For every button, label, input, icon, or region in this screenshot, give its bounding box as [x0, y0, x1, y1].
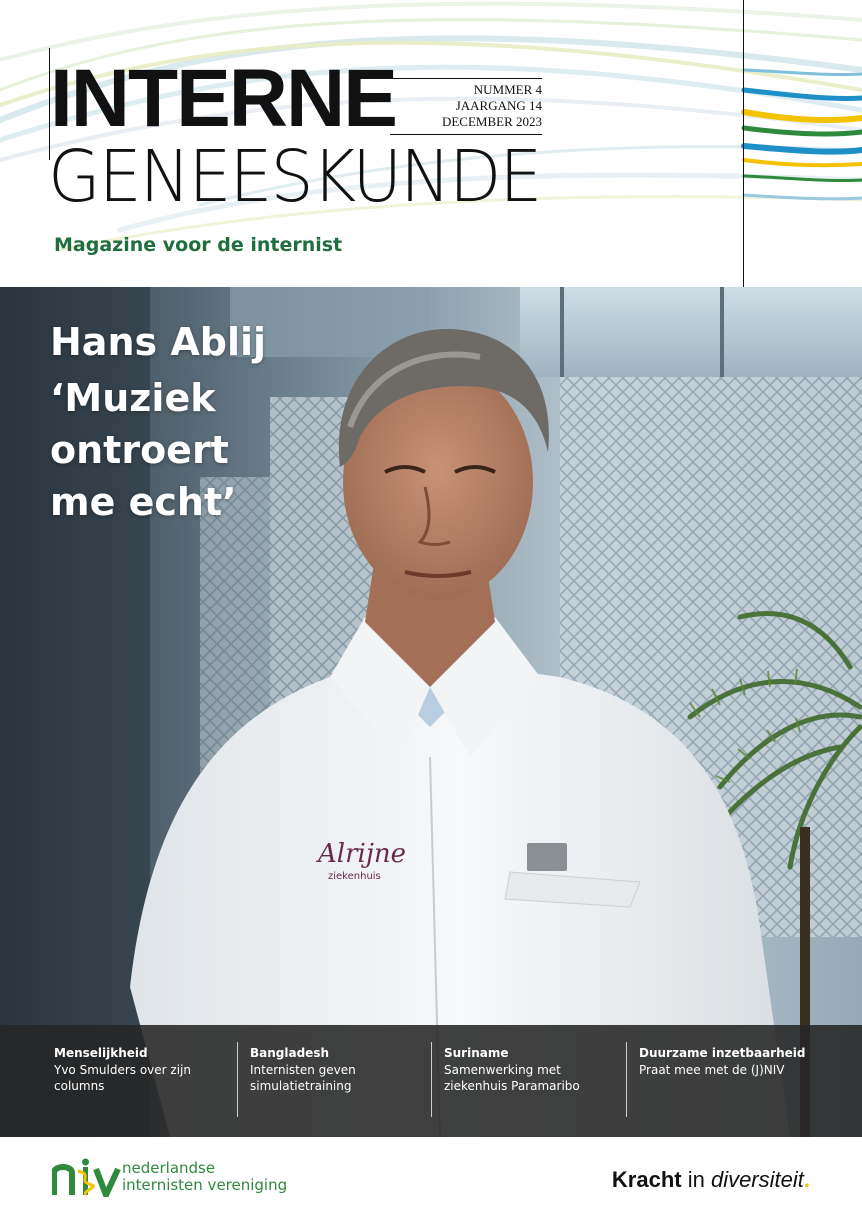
issue-number: NUMMER 4 [473, 82, 542, 97]
divider-line [237, 1042, 238, 1117]
slogan-italic: diversiteit [710, 1167, 804, 1192]
feature-item[interactable] [431, 1025, 626, 1137]
niv-org-name [122, 1160, 287, 1194]
cover-headline [50, 318, 266, 528]
coat-logo-sub: ziekenhuis [328, 871, 381, 882]
feature-text: Praat mee met de (J)NIV [639, 1063, 785, 1077]
magazine-tagline: Magazine voor de internist [54, 234, 343, 256]
quote-line: ‘Muziek [50, 376, 216, 420]
feature-text: Yvo Smulders over zijn columns [54, 1063, 191, 1093]
divider-line [743, 0, 744, 287]
quote-line: me echt’ [50, 480, 237, 524]
issue-date: DECEMBER 2023 [441, 114, 542, 129]
masthead-title-geneeskunde: GENEESKUNDE [48, 135, 541, 219]
feature-text: Internisten geven simulatietraining [250, 1063, 356, 1093]
feature-heading: Duurzame inzetbaarheid [639, 1046, 806, 1060]
issue-info [390, 78, 542, 135]
coat-logo-text: Alrijne [318, 839, 407, 869]
masthead-title-interne: INTERNE [50, 53, 396, 144]
masthead [0, 0, 862, 287]
feature-item[interactable] [626, 1025, 862, 1137]
quote-line: ontroert [50, 428, 229, 472]
slogan-mid: in [681, 1167, 711, 1192]
feature-item[interactable] [237, 1025, 431, 1137]
niv-org-line1: nederlandse [122, 1159, 216, 1177]
divider-line [626, 1042, 627, 1117]
feature-strip [0, 1025, 862, 1137]
cover-photo [0, 287, 862, 1137]
slogan-dot: . [803, 1167, 810, 1192]
cover-story-quote [50, 372, 266, 528]
issue-volume: JAARGANG 14 [455, 98, 542, 113]
feature-text: Samenwerking met ziekenhuis Paramaribo [444, 1063, 580, 1093]
feature-heading: Menselijkheid [54, 1046, 148, 1060]
slogan-bold: Kracht [611, 1167, 682, 1192]
slogan [612, 1167, 810, 1193]
niv-org-line2: internisten vereniging [122, 1176, 288, 1194]
divider-line [431, 1042, 432, 1117]
footer [0, 1137, 862, 1216]
niv-caduceus-logo-icon [52, 1157, 122, 1197]
feature-heading: Suriname [444, 1046, 509, 1060]
cover-story-name: Hans Ablij [50, 320, 267, 364]
feature-item[interactable] [0, 1025, 237, 1137]
feature-heading: Bangladesh [250, 1046, 330, 1060]
